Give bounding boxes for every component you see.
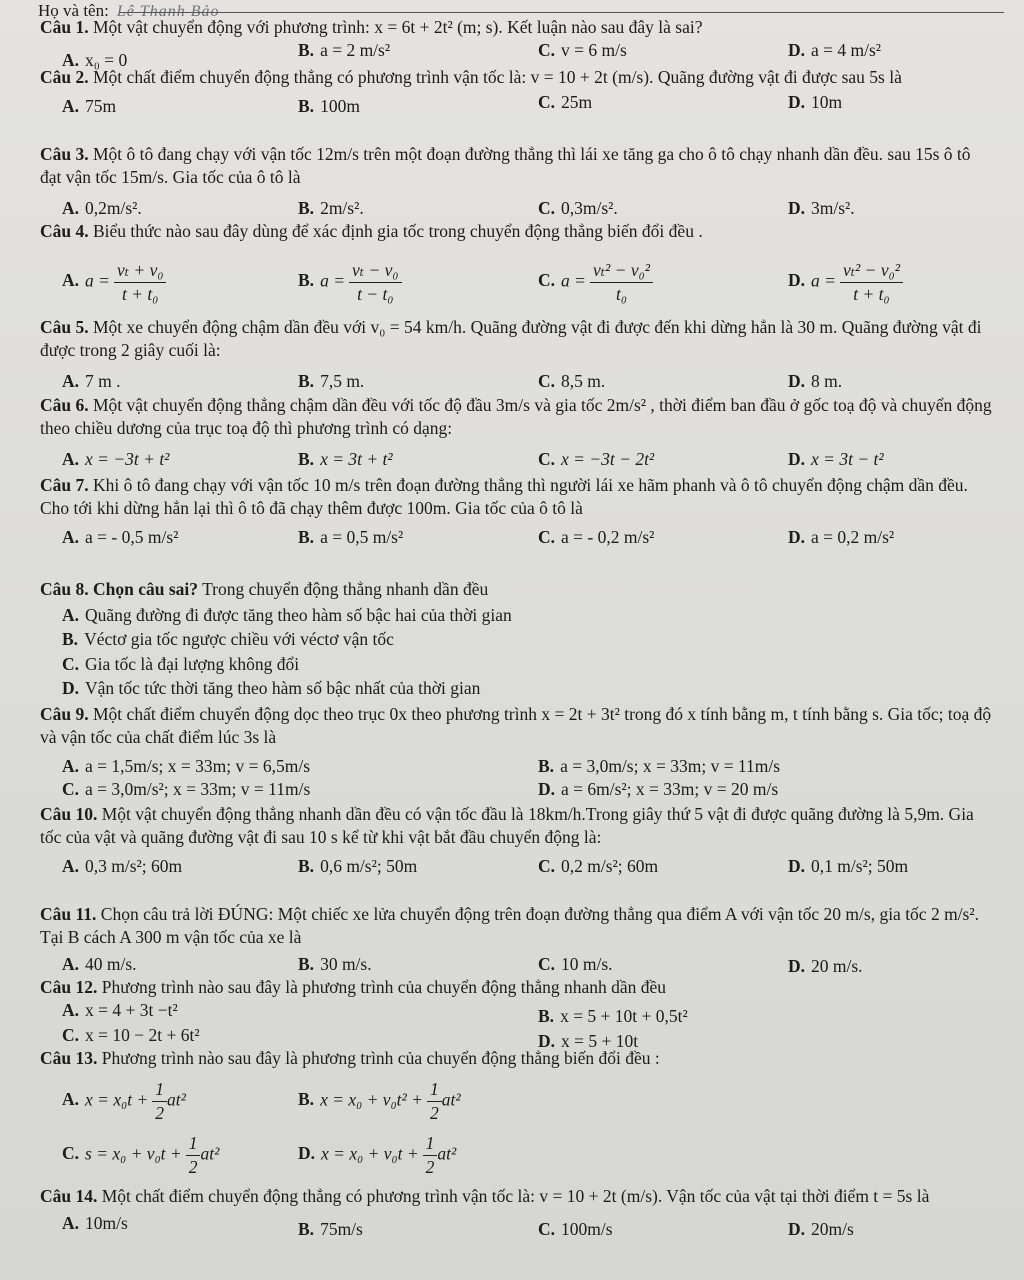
- option-c[interactable]: C. 0,2 m/s²; 60m: [538, 855, 659, 876]
- option-d[interactable]: D. 10m: [788, 91, 843, 112]
- option-c[interactable]: C. a = - 0,2 m/s²: [538, 526, 655, 547]
- option-a[interactable]: A. 10m/s: [62, 1212, 128, 1233]
- fraction: $\frac{1}{2}$: [186, 1132, 201, 1179]
- option-a[interactable]: A. 0,3 m/s²; 60m: [62, 855, 183, 876]
- option-d[interactable]: D. Vận tốc tức thời tăng theo hàm số bậc nhất của thời gian: [62, 678, 481, 699]
- option-a[interactable]: A. x = −3t + t²: [62, 448, 170, 469]
- option-d[interactable]: D. x = x₀ + v₀t + $\frac{1}{2}$ at²: [298, 1132, 457, 1177]
- option-a[interactable]: A. 75m: [62, 95, 117, 116]
- option-c[interactable]: C. x = 10 − 2t + 6t²: [62, 1024, 200, 1045]
- question-11: Câu 11. Chọn câu trả lời ĐÚNG: Một chiếc xe lửa chuyển động trên đoạn đường thẳng qua điểm A với vận tốc 20 m/s, gia tốc 2 m/s². Tại B cách A 300 m vận tốc của xe là A. 40 m/s. B. 30 m/s. C. 10 m/s. D. 20 m/s.: [40, 904, 979, 976]
- option-b[interactable]: B. a = 2 m/s²: [298, 39, 391, 60]
- option-b[interactable]: B. x = 5 + 10t + 0,5t²: [538, 1005, 688, 1026]
- option-b[interactable]: B. x = 3t + t²: [298, 448, 393, 469]
- option-c[interactable]: C. x = −3t − 2t²: [538, 448, 655, 469]
- option-a[interactable]: A. x = x₀t + $\frac{1}{2}$ at²: [62, 1078, 186, 1123]
- option-d[interactable]: D. x = 3t − t²: [788, 448, 884, 469]
- option-a[interactable]: A. 40 m/s.: [62, 953, 137, 974]
- question-text: Một vật chuyển động với phương trình: x = 6t + 2t² (m; s). Kết luận nào sau đây là sai?: [88, 17, 703, 37]
- option-d[interactable]: D. a = 6m/s²; x = 33m; v = 20 m/s: [538, 778, 779, 799]
- option-d[interactable]: D. a = 0,2 m/s²: [788, 526, 895, 547]
- option-a[interactable]: A. x = 4 + 3t −t²: [62, 999, 178, 1020]
- question-4: Câu 4. Biểu thức nào sau đây dùng để xác định gia tốc trong chuyển động thẳng biến đổi đều . A. a = $\frac{\text{vₜ + v₀}}{\text{t + t₀}}$ B. a = $\frac{\text{vₜ − v₀}}{\text{t − t₀}}$ C. a = $\frac{\text{vₜ² − v₀²}}{\text{t₀}}$ D. a = $\frac{\text{vₜ² − v₀²}}{\text{t + t₀}}$: [40, 220, 994, 311]
- option-c[interactable]: C. 8,5 m.: [538, 370, 606, 391]
- option-a[interactable]: A. Quãng đường đi được tăng theo hàm số bậc hai của thời gian: [62, 604, 512, 625]
- question-1: [40, 16, 994, 70]
- option-b[interactable]: B. 0,6 m/s²; 50m: [298, 855, 418, 876]
- option-d[interactable]: D. a = 4 m/s²: [788, 39, 882, 60]
- question-5: Câu 5. Một xe chuyển động chậm dần đều với v₀ = 54 km/h. Quãng đường vật đi được đến khi dừng hẳn là 30 m. Quãng đường vật đi được trong 2 giây cuối là: A. 7 m . B. 7,5 m. C. 8,5 m. D. 8 m.: [40, 317, 982, 391]
- option-d[interactable]: D. 0,1 m/s²; 50m: [788, 855, 909, 876]
- fraction: $\frac{\text{vₜ + v₀}}{\text{t + t₀}}$: [114, 259, 167, 306]
- option-d[interactable]: D. 3m/s².: [788, 197, 855, 218]
- option-c[interactable]: C. Gia tốc là đại lượng không đổi: [62, 653, 300, 674]
- option-d[interactable]: D. 8 m.: [788, 370, 843, 391]
- fraction: $\frac{1}{2}$: [423, 1132, 438, 1179]
- fraction: $\frac{1}{2}$: [152, 1078, 167, 1125]
- option-c[interactable]: C. a = 3,0m/s²; x = 33m; v = 11m/s: [62, 778, 311, 799]
- option-c[interactable]: C. 10 m/s.: [538, 953, 613, 974]
- option-c[interactable]: C. a = $\frac{\text{vₜ² − v₀²}}{\text{t₀}}$: [538, 259, 653, 306]
- fraction: $\frac{\text{vₜ² − v₀²}}{\text{t₀}}$: [590, 259, 653, 306]
- option-d[interactable]: D. x = 5 + 10t: [538, 1030, 639, 1051]
- option-b[interactable]: B. a = 0,5 m/s²: [298, 526, 404, 547]
- option-b[interactable]: B. 100m: [298, 95, 360, 116]
- question-13: Câu 13. Phương trình nào sau đây là phương trình của chuyển động thẳng biến đổi đều : A. x = x₀t + $\frac{1}{2}$ at² B. x = x₀ + v₀t² + $\frac{1}{2}$ at² C. s = x₀ + v₀t + $\frac{1}{2}$ at² D. x = x₀ + v₀t + $\frac{1}{2}$ at²: [40, 1048, 660, 1177]
- name-underline: [120, 12, 1004, 13]
- option-d[interactable]: D. 20m/s: [788, 1218, 854, 1239]
- option-b[interactable]: B. 2m/s².: [298, 197, 364, 218]
- option-a[interactable]: A. a = - 0,5 m/s²: [62, 526, 179, 547]
- option-a[interactable]: A. x₀ = 0: [62, 49, 128, 70]
- question-number: Câu 1.: [40, 17, 89, 37]
- fraction: $\frac{\text{vₜ² − v₀²}}{\text{t + t₀}}$: [840, 259, 903, 306]
- option-a[interactable]: A. 0,2m/s².: [62, 197, 142, 218]
- question-12: Câu 12. Phương trình nào sau đây là phương trình của chuyển động thẳng nhanh dần đều A. x = 4 + 3t −t² B. x = 5 + 10t + 0,5t² C. x = 10 − 2t + 6t² D. x = 5 + 10t: [40, 977, 688, 1051]
- option-a[interactable]: A. a = 1,5m/s; x = 33m; v = 6,5m/s: [62, 755, 311, 776]
- option-d[interactable]: D. 20 m/s.: [788, 955, 863, 976]
- option-b[interactable]: B. Véctơ gia tốc ngược chiều với véctơ vận tốc: [62, 629, 394, 650]
- option-c[interactable]: C. 100m/s: [538, 1218, 613, 1239]
- option-d[interactable]: D. a = $\frac{\text{vₜ² − v₀²}}{\text{t + t₀}}$: [788, 259, 903, 306]
- option-c[interactable]: C. 25m: [538, 91, 593, 112]
- option-b[interactable]: B. a = $\frac{\text{vₜ − v₀}}{\text{t − t₀}}$: [298, 259, 402, 306]
- option-b[interactable]: B. 30 m/s.: [298, 953, 372, 974]
- question-9: Câu 9. Một chất điểm chuyển động dọc theo trục 0x theo phương trình x = 2t + 3t² trong đó x tính bằng m, t tính bằng s. Gia tốc; toạ độ và vận tốc của chất điểm lúc 3s là A. a = 1,5m/s; x = 33m; v = 6,5m/s B. a = 3,0m/s; x = 33m; v = 11m/s C. a = 3,0m/s²; x = 33m; v = 11m/s D. a = 6m/s²; x = 33m; v = 20 m/s: [40, 704, 992, 799]
- option-a[interactable]: A. a = $\frac{\text{vₜ + v₀}}{\text{t + t₀}}$: [62, 259, 166, 306]
- handwritten-name: Lê Thanh Bảo: [116, 3, 220, 20]
- option-c[interactable]: C. v = 6 m/s: [538, 39, 627, 60]
- question-7: Câu 7. Khi ô tô đang chạy với vận tốc 10 m/s trên đoạn đường thẳng thì người lái xe hãm phanh và ô tô chuyển động chậm dần đều. Cho tới khi dừng hẳn lại thì ô tô đã chạy thêm được 100m. Gia tốc của ô tô là A. a = - 0,5 m/s² B. a = 0,5 m/s² C. a = - 0,2 m/s² D. a = 0,2 m/s²: [40, 475, 968, 547]
- option-b[interactable]: B. 75m/s: [298, 1218, 363, 1239]
- option-b[interactable]: B. x = x₀ + v₀t² + $\frac{1}{2}$ at²: [298, 1078, 461, 1123]
- name-label: Họ và tên:: [38, 1, 109, 20]
- option-c[interactable]: C. s = x₀ + v₀t + $\frac{1}{2}$ at²: [62, 1132, 220, 1177]
- option-b[interactable]: B. a = 3,0m/s; x = 33m; v = 11m/s: [538, 755, 781, 776]
- question-8: Câu 8. Chọn câu sai? Trong chuyển động thẳng nhanh dần đều A. Quãng đường đi được tăng theo hàm số bậc hai của thời gian B. Véctơ gia tốc ngược chiều với véctơ vận tốc C. Gia tốc là đại lượng không đổi D. Vận tốc tức thời tăng theo hàm số bậc nhất của thời gian: [40, 578, 994, 701]
- question-2: Câu 2. Một chất điểm chuyển động thẳng có phương trình vận tốc là: v = 10 + 2t (m/s). Quãng đường vật đi được sau 5s là A. 75m B. 100m C. 25m D. 10m: [40, 67, 902, 116]
- question-14: Câu 14. Một chất điểm chuyển động thẳng có phương trình vận tốc là: v = 10 + 2t (m/s). Vận tốc của vật tại thời điểm t = 5s là A. 10m/s B. 75m/s C. 100m/s D. 20m/s: [40, 1186, 930, 1239]
- fraction: $\frac{\text{vₜ − v₀}}{\text{t − t₀}}$: [349, 259, 402, 306]
- question-10: Câu 10. Một vật chuyển động thẳng nhanh dần đều có vận tốc đầu là 18km/h.Trong giây thứ 5 vật đi được quãng đường là 5,9m. Gia tốc của vật và quãng đường vật đi sau 10 s kể từ khi vật bắt đầu chuyển động là: A. 0,3 m/s²; 60m B. 0,6 m/s²; 50m C. 0,2 m/s²; 60m D. 0,1 m/s²; 50m: [40, 804, 974, 876]
- option-b[interactable]: B. 7,5 m.: [298, 370, 365, 391]
- question-6: Câu 6. Một vật chuyển động thẳng chậm dần đều với tốc độ đầu 3m/s và gia tốc 2m/s² , thời điểm ban đầu ở gốc toạ độ và chuyển động theo chiều dương của trục toạ độ thì phương trình có dạng: A. x = −3t + t² B. x = 3t + t² C. x = −3t − 2t² D. x = 3t − t²: [40, 395, 992, 469]
- option-c[interactable]: C. 0,3m/s².: [538, 197, 618, 218]
- fraction: $\frac{1}{2}$: [427, 1078, 442, 1125]
- question-3: Câu 3. Một ô tô đang chạy với vận tốc 12m/s trên một đoạn đường thẳng thì lái xe tăng ga cho ô tô chạy nhanh dần đều. sau 15s ô tô đạt vận tốc 15m/s. Gia tốc của ô tô là A. 0,2m/s². B. 2m/s². C. 0,3m/s². D. 3m/s².: [40, 144, 971, 218]
- option-a[interactable]: A. 7 m .: [62, 370, 121, 391]
